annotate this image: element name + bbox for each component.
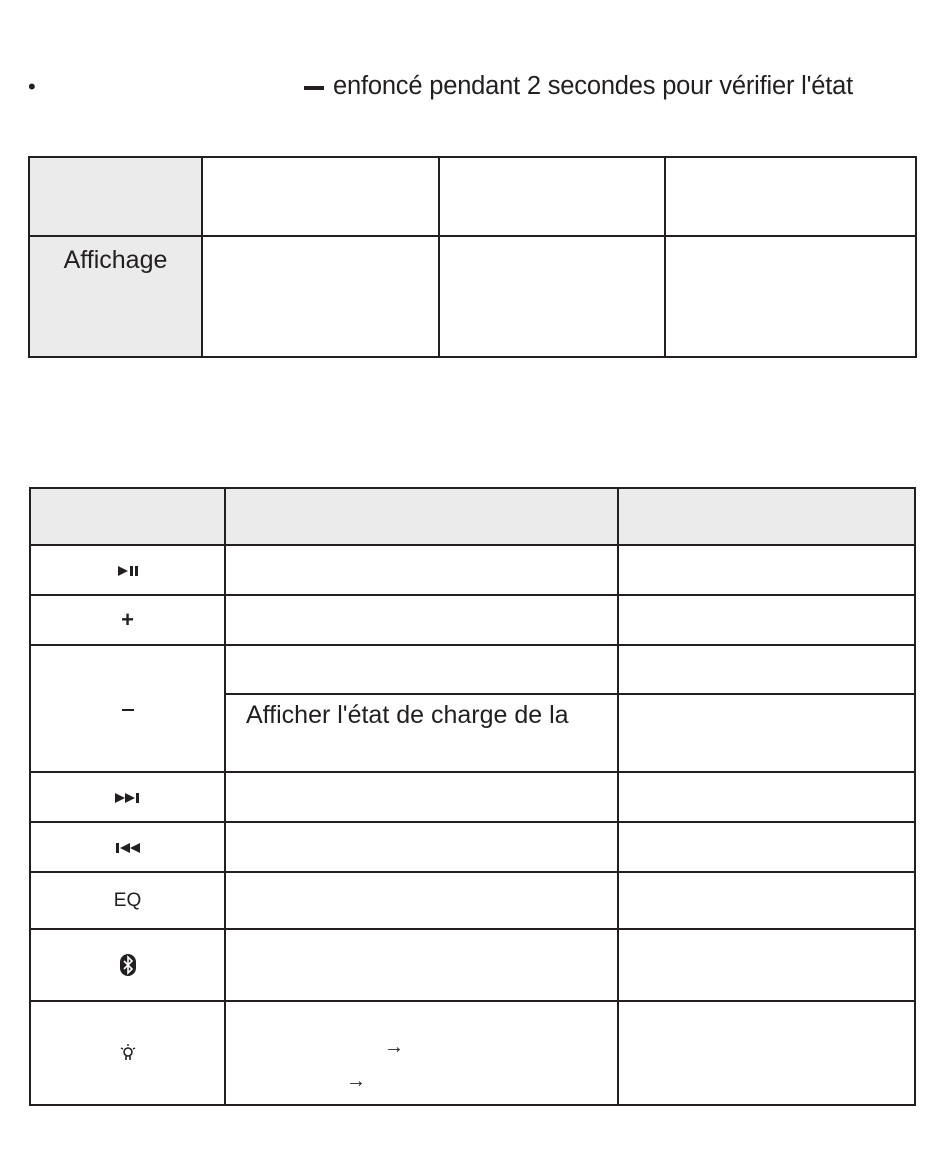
button-functions-table bbox=[29, 487, 916, 1106]
table-cell bbox=[618, 822, 915, 872]
table-cell bbox=[618, 595, 915, 645]
table-cell bbox=[618, 545, 915, 595]
play-pause-icon bbox=[30, 545, 225, 595]
minus-button-symbol bbox=[304, 86, 324, 90]
table-header-cell bbox=[30, 488, 225, 545]
plus-icon: + bbox=[30, 595, 225, 645]
intro-text: enfoncé pendant 2 secondes pour vérifier l'état bbox=[333, 72, 853, 100]
previous-track-icon bbox=[30, 822, 225, 872]
table-cell bbox=[665, 236, 916, 357]
table-row bbox=[30, 1001, 915, 1105]
table-row bbox=[30, 772, 915, 822]
table-header-cell bbox=[225, 488, 618, 545]
light-bulb-icon bbox=[30, 1001, 225, 1105]
table-cell bbox=[439, 157, 665, 236]
table-row bbox=[29, 236, 916, 357]
table-row bbox=[29, 157, 916, 236]
table-header-cell bbox=[29, 157, 202, 236]
table-row bbox=[30, 645, 915, 694]
battery-status-description: Afficher l'état de charge de la bbox=[225, 694, 618, 772]
display-row-label: Affichage bbox=[29, 236, 202, 357]
bluetooth-icon bbox=[30, 929, 225, 1001]
table-cell bbox=[618, 929, 915, 1001]
table-cell bbox=[225, 645, 618, 694]
table-row bbox=[30, 872, 915, 929]
table-cell bbox=[225, 595, 618, 645]
table-cell bbox=[225, 929, 618, 1001]
table-cell bbox=[618, 1001, 915, 1105]
table-row bbox=[30, 929, 915, 1001]
next-track-icon bbox=[30, 772, 225, 822]
arrow-icon: → bbox=[384, 1036, 404, 1058]
table-cell bbox=[225, 545, 618, 595]
arrow-icon: → bbox=[346, 1070, 366, 1092]
eq-icon: EQ bbox=[30, 872, 225, 929]
table-header-row bbox=[30, 488, 915, 545]
table-header-cell bbox=[618, 488, 915, 545]
table-cell bbox=[665, 157, 916, 236]
light-mode-cell bbox=[225, 1001, 618, 1105]
table-cell bbox=[439, 236, 665, 357]
table-cell bbox=[618, 872, 915, 929]
table-cell bbox=[202, 236, 439, 357]
minus-icon bbox=[30, 645, 225, 772]
display-table bbox=[28, 156, 917, 358]
bullet-point: • bbox=[28, 74, 36, 99]
table-cell bbox=[618, 772, 915, 822]
table-cell bbox=[618, 694, 915, 772]
table-cell bbox=[225, 872, 618, 929]
table-row bbox=[30, 545, 915, 595]
table-cell bbox=[225, 822, 618, 872]
table-row bbox=[30, 595, 915, 645]
table-row bbox=[30, 822, 915, 872]
table-cell bbox=[618, 645, 915, 694]
table-cell bbox=[225, 772, 618, 822]
table-cell bbox=[202, 157, 439, 236]
